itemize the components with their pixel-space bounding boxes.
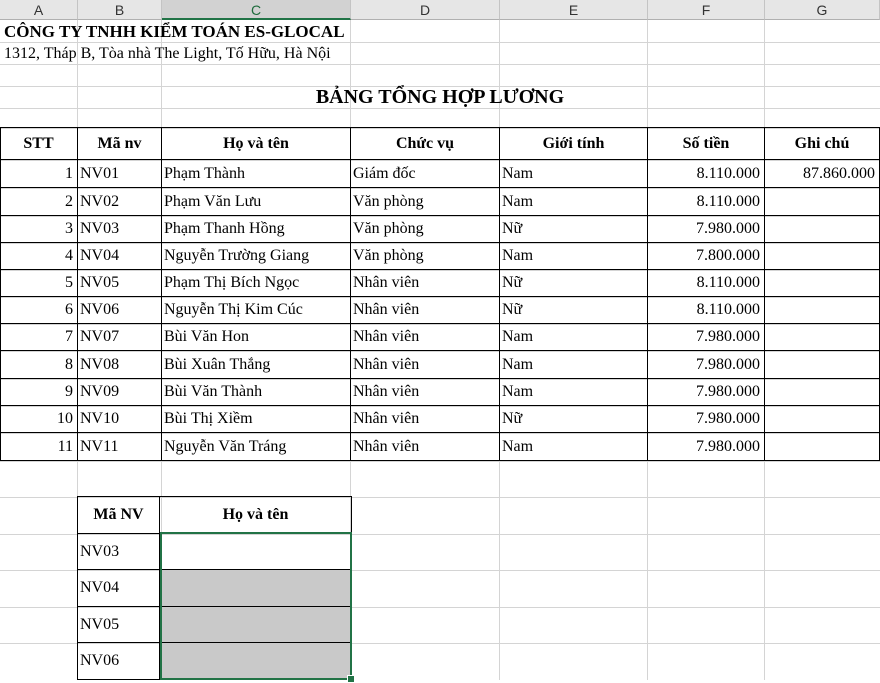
table-cell[interactable] [765,433,880,461]
table-cell[interactable]: Nhân viên [351,406,500,433]
gridline-horizontal [0,42,880,43]
table-cell[interactable]: NV03 [78,216,162,243]
company-address: 1312, Tháp B, Tòa nhà The Light, Tố Hữu, Hà Nội [4,45,331,62]
table-cell[interactable]: 3 [0,216,78,243]
gridline-horizontal [0,108,880,109]
table-cell[interactable]: Bùi Văn Thành [162,379,351,406]
table-cell[interactable]: NV11 [78,433,162,461]
table-cell[interactable]: NV09 [78,379,162,406]
table-cell[interactable]: NV04 [78,243,162,270]
column-header-f[interactable]: F [648,0,765,20]
table-cell[interactable]: 7.980.000 [648,216,765,243]
table-cell[interactable] [765,324,880,351]
lookup-cell[interactable]: NV06 [78,643,160,680]
table-cell[interactable]: 7.980.000 [648,406,765,433]
table-cell[interactable]: Nguyễn Thị Kim Cúc [162,297,351,324]
table-cell[interactable]: Nguyễn Văn Tráng [162,433,351,461]
table-cell[interactable]: Phạm Thành [162,160,351,188]
table-cell[interactable]: Văn phòng [351,188,500,216]
table-cell[interactable]: Giám đốc [351,160,500,188]
table-cell[interactable]: 5 [0,270,78,297]
table-cell[interactable]: Bùi Văn Hon [162,324,351,351]
table-cell[interactable] [765,216,880,243]
table-cell[interactable] [765,270,880,297]
column-header-b[interactable]: B [78,0,162,20]
table-cell[interactable]: NV08 [78,351,162,379]
table-cell[interactable] [765,188,880,216]
table-cell[interactable]: Nhân viên [351,324,500,351]
table-cell[interactable]: 7.980.000 [648,351,765,379]
table-cell[interactable]: Nữ [500,270,648,297]
table-cell[interactable]: 87.860.000 [765,160,880,188]
table-cell[interactable]: NV10 [78,406,162,433]
table-cell[interactable]: NV06 [78,297,162,324]
header-cell[interactable]: Ghi chú [765,128,880,160]
column-header-d[interactable]: D [351,0,500,20]
table-cell[interactable]: NV07 [78,324,162,351]
gridline-horizontal [0,64,880,65]
table-cell[interactable]: Phạm Văn Lưu [162,188,351,216]
table-cell[interactable]: 8.110.000 [648,270,765,297]
header-cell[interactable]: Mã nv [78,128,162,160]
table-cell[interactable]: 2 [0,188,78,216]
table-cell[interactable] [765,351,880,379]
table-cell[interactable]: 4 [0,243,78,270]
table-cell[interactable]: 7.980.000 [648,379,765,406]
table-cell[interactable]: Nam [500,433,648,461]
table-cell[interactable]: Nam [500,379,648,406]
table-cell[interactable] [765,243,880,270]
lookup-cell[interactable]: NV03 [78,534,160,570]
table-cell[interactable]: Bùi Thị Xiềm [162,406,351,433]
table-cell[interactable]: Văn phòng [351,216,500,243]
column-header-a[interactable]: A [0,0,78,20]
table-cell[interactable]: Nhân viên [351,351,500,379]
lookup-header-cell[interactable]: Mã NV [78,497,160,534]
table-cell[interactable]: Phạm Thanh Hồng [162,216,351,243]
fill-handle[interactable] [347,675,355,683]
sheet-title: BẢNG TỔNG HỢP LƯƠNG [315,86,565,108]
table-cell[interactable]: 7 [0,324,78,351]
table-cell[interactable]: 9 [0,379,78,406]
table-cell[interactable]: 11 [0,433,78,461]
table-cell[interactable]: 7.980.000 [648,324,765,351]
table-cell[interactable]: Nữ [500,297,648,324]
table-cell[interactable]: Bùi Xuân Thắng [162,351,351,379]
table-cell[interactable]: Nữ [500,406,648,433]
header-cell[interactable]: Giới tính [500,128,648,160]
header-cell[interactable]: Số tiền [648,128,765,160]
table-cell[interactable]: 1 [0,160,78,188]
table-cell[interactable]: Nam [500,324,648,351]
lookup-cell[interactable]: NV04 [78,570,160,607]
table-cell[interactable]: Nam [500,188,648,216]
table-cell[interactable]: Nam [500,351,648,379]
table-cell[interactable]: Nữ [500,216,648,243]
table-cell[interactable]: 7.800.000 [648,243,765,270]
lookup-header-cell[interactable]: Họ và tên [160,497,352,534]
table-cell[interactable]: Nhân viên [351,379,500,406]
table-cell[interactable]: Nguyễn Trường Giang [162,243,351,270]
table-cell[interactable] [765,297,880,324]
table-cell[interactable]: Phạm Thị Bích Ngọc [162,270,351,297]
table-cell[interactable]: Nhân viên [351,297,500,324]
column-header-g[interactable]: G [765,0,880,20]
table-cell[interactable]: 6 [0,297,78,324]
table-cell[interactable]: Nhân viên [351,433,500,461]
table-cell[interactable]: NV02 [78,188,162,216]
company-name: CÔNG TY TNHH KIỂM TOÁN ES-GLOCAL [4,22,345,41]
table-cell[interactable]: NV01 [78,160,162,188]
table-cell[interactable] [765,379,880,406]
table-cell[interactable]: Nhân viên [351,270,500,297]
table-cell[interactable]: 8.110.000 [648,188,765,216]
header-cell[interactable]: STT [0,128,78,160]
table-cell[interactable]: 8 [0,351,78,379]
active-cell-selection[interactable] [160,532,352,680]
table-cell[interactable]: Nam [500,160,648,188]
header-cell[interactable]: Họ và tên [162,128,351,160]
table-cell[interactable]: 10 [0,406,78,433]
column-header-e[interactable]: E [500,0,648,20]
table-cell[interactable]: 8.110.000 [648,297,765,324]
header-cell[interactable]: Chức vụ [351,128,500,160]
table-cell[interactable]: Nam [500,243,648,270]
table-cell[interactable] [765,406,880,433]
table-cell[interactable]: Văn phòng [351,243,500,270]
gridline-horizontal [0,461,880,462]
table-cell[interactable]: 7.980.000 [648,433,765,461]
table-cell[interactable]: NV05 [78,270,162,297]
lookup-cell[interactable]: NV05 [78,607,160,643]
table-cell[interactable]: 8.110.000 [648,160,765,188]
column-header-c[interactable]: C [162,0,351,20]
